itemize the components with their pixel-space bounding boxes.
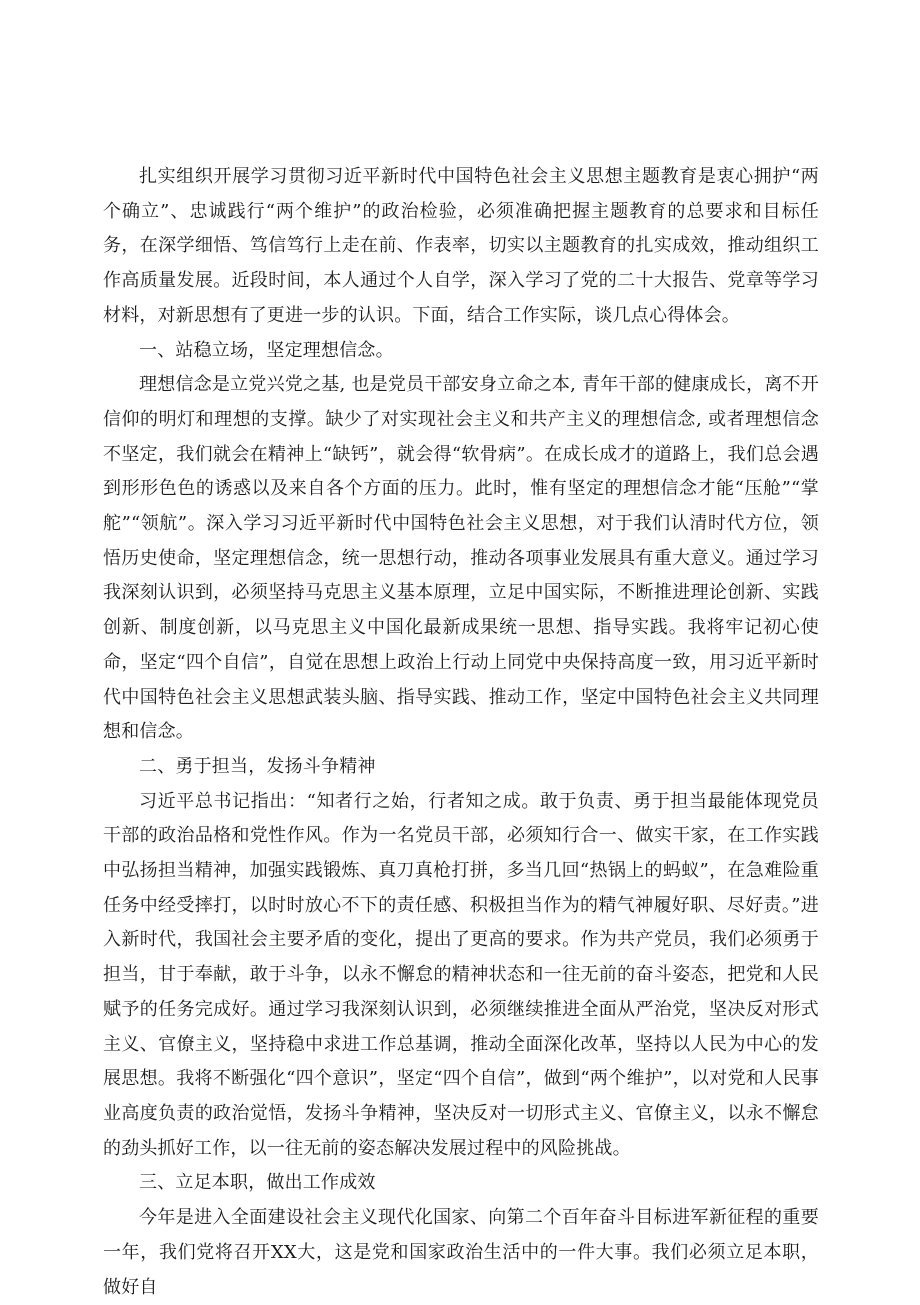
- intro-paragraph: 扎实组织开展学习贯彻习近平新时代中国特色社会主义思想主题教育是衷心拥护“两个确立”、忠诚践行“两个维护”的政治检验，必须准确把握主题教育的总要求和目标任务，在深学细悟、笃信笃行上走在前、作表率，切实以主题教育的扎实成效，推动组织工作高质量发展。近段时间，本人通过个人自学，深入学习了党的二十大报告、党章等学习材料，对新思想有了更进一步的认识。下面，结合工作实际，谈几点心得体会。: [103, 166, 819, 326]
- section-heading-3: 三、立足本职，做出工作成效: [139, 1172, 376, 1194]
- section-3-paragraph: 今年是进入全面建设社会主义现代化国家、向第二个百年奋斗目标进军新征程的重要一年，我们党将召开XX大，这是党和国家政治生活中的一件大事。我们必须立足本职，做好自: [103, 1207, 819, 1298]
- section-2-paragraph: 习近平总书记指出：“知者行之始，行者知之成。敢于负责、勇于担当最能体现党员干部的政治品格和党性作风。作为一名党员干部，必须知行合一、做实干家，在工作实践中弘扬担当精神，加强实践锻炼、真刀真枪打拼，多当几回“热锅上的蚂蚁”，在急难险重任务中经受摔打，以时时放心不下的责任感、积极担当作为的精气神履好职、尽好责。”进入新时代，我国社会主要矛盾的变化，提出了更高的要求。作为共产党员，我们必须勇于担当，甘于奉献，敢于斗争，以永不懈怠的精神状态和一往无前的奋斗姿态，把党和人民赋予的任务完成好。通过学习我深刻认识到，必须继续推进全面从严治党，坚决反对形式主义、官僚主义，坚持稳中求进工作总基调，推动全面深化改革，坚持以人民为中心的发展思想。我将不断强化“四个意识”，坚定“四个自信”，做到“两个维护”，以对党和人民事业高度负责的政治觉悟，发扬斗争精神，坚决反对一切形式主义、官僚主义，以永不懈怠的劲头抓好工作，以一往无前的姿态解决发展过程中的风险挑战。: [103, 790, 819, 1159]
- section-heading-2: 二、勇于担当，发扬斗争精神: [139, 755, 376, 777]
- document-body: [103, 160, 819, 1305]
- section-heading-1: 一、站稳立场，坚定理想信念。: [139, 339, 394, 361]
- section-1-paragraph: 理想信念是立党兴党之基, 也是党员干部安身立命之本, 青年干部的健康成长，离不开信仰的明灯和理想的支撑。缺少了对实现社会主义和共产主义的理想信念, 或者理想信念不坚定，我们就会在精神上“缺钙”，就会得“软骨病”。在成长成才的道路上，我们总会遇到形形色色的诱惑以及来自各个方面的压力。此时，惟有坚定的理想信念才能“压舱”“掌舵”“领航”。深入学习习近平新时代中国特色社会主义思想，对于我们认清时代方位，领悟历史使命，坚定理想信念，统一思想行动，推动各项事业发展具有重大意义。通过学习我深刻认识到，必须坚持马克思主义基本原理，立足中国实际，不断推进理论创新、实践创新、制度创新，以马克思主义中国化最新成果统一思想、指导实践。我将牢记初心使命，坚定“四个自信”，自觉在思想上政治上行动上同党中央保持高度一致，用习近平新时代中国特色社会主义思想武装头脑、指导实践、推动工作，坚定中国特色社会主义共同理想和信念。: [103, 374, 819, 743]
